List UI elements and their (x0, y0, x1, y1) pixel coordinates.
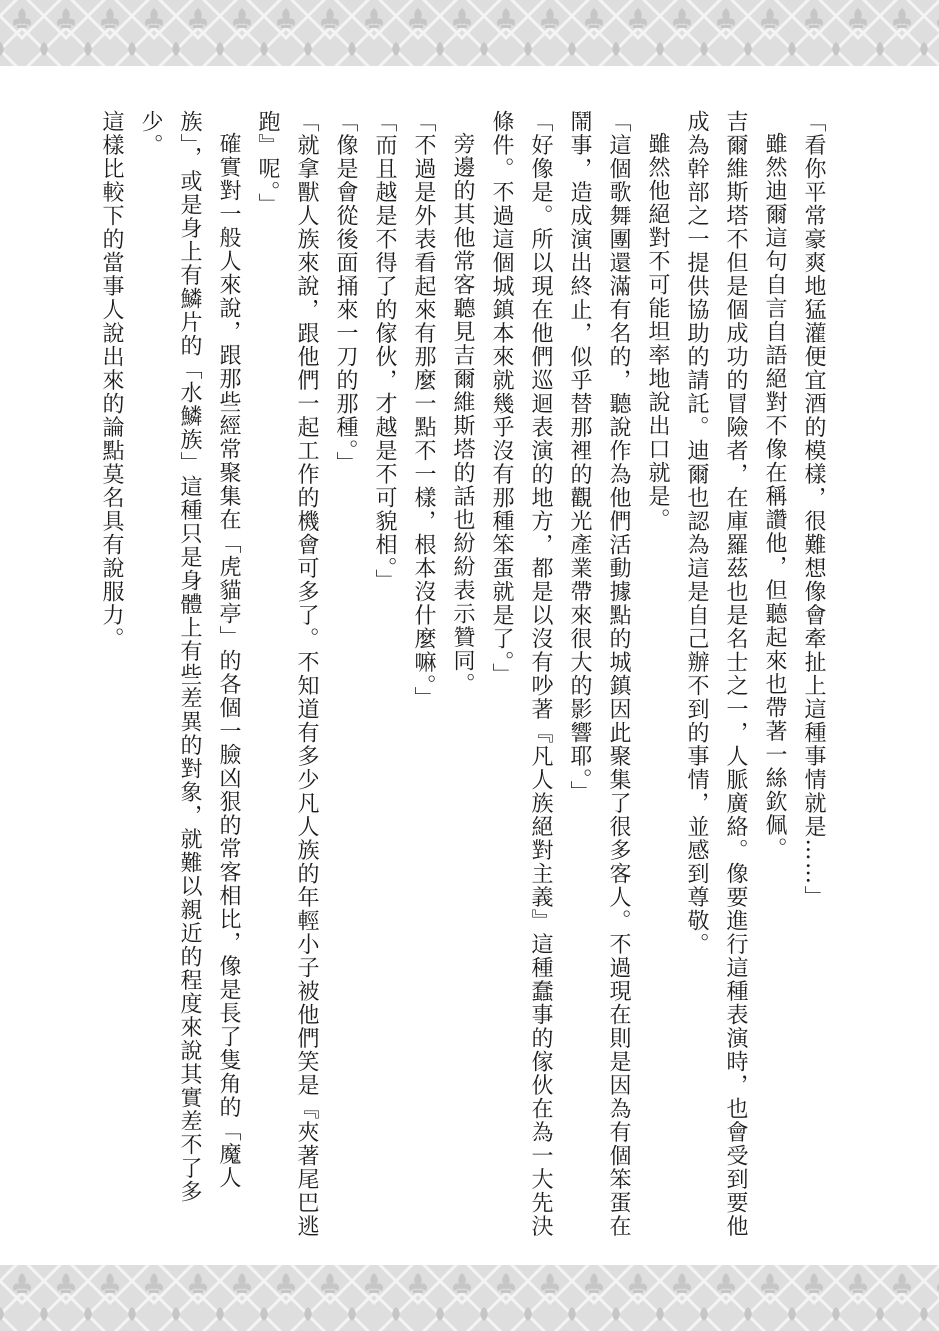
paragraph: 雖然迪爾這句自言自語絕對不像在稱讚他，但聽起來也帶著一絲欽佩。 (762, 132, 787, 861)
paragraph: 「好像是。所以現在他們巡迴表演的地方，都是以沒有吵著『凡人族絕對主義』這種蠢事的傢伙在為一大先決條件。不過這個城鎮本來就幾乎沒有那種笨蛋就是了。」 (489, 110, 553, 1238)
footer-decorative-band (0, 1265, 939, 1331)
paragraph: 「這個歌舞團還滿有名的，聽說作為他們活動據點的城鎮因此聚集了很多客人。不過現在則是因為有個笨蛋在鬧事，造成演出終止，似乎替那裡的觀光產業帶來很大的影響耶。」 (567, 110, 631, 1238)
fleur-de-lis-pattern-icon (0, 1265, 939, 1331)
paragraph: 「看你平常豪爽地猛灌便宜酒的模樣，很難想像會牽扯上這種事情就是……」 (801, 110, 826, 909)
paragraph: 旁邊的其他常客聽見吉爾維斯塔的話也紛紛表示贊同。 (450, 132, 475, 696)
paragraph: 「不過是外表看起來有那麼一點不一樣，根本沒什麼嘛。」 (411, 110, 436, 710)
vertical-text-body (73, 110, 833, 1240)
paragraph: 吉爾維斯塔不但是個成功的冒險者，在庫羅茲也是名士之一，人脈廣絡。像要進行這種表演時，也會受到要他成為幹部之一提供協助的請託。迪爾也認為這是自己辦不到的事情，並感到尊敬。 (684, 110, 748, 1238)
paragraph: 「像是會從後面捅來一刀的那種。」 (333, 110, 358, 475)
paragraph: 「而且越是不得了的傢伙，才越是不可貌相。」 (372, 110, 397, 593)
paragraph: 「就拿獸人族來說，跟他們一起工作的機會可多了。不知道有多少凡人族的年輕小子被他們笑是『夾著尾巴逃跑』呢。」 (255, 110, 319, 1238)
fleur-de-lis-pattern-icon (0, 0, 939, 66)
paragraph: 確實對一般人來說，跟那些經常聚集在「虎貓亭」的各個一臉凶狠的常客相比，像是長了隻角的「魔人族」，或是身上有鱗片的「水鱗族」這種只是身體上有些差異的對象，就難以親近的程度來說其實差不了多少。 (138, 110, 241, 1204)
paragraph: 這樣比較下的當事人說出來的論點莫名具有說服力。 (99, 110, 124, 651)
paragraph: 雖然他絕對不可能坦率地說出口就是。 (645, 132, 670, 532)
header-decorative-band (0, 0, 939, 66)
